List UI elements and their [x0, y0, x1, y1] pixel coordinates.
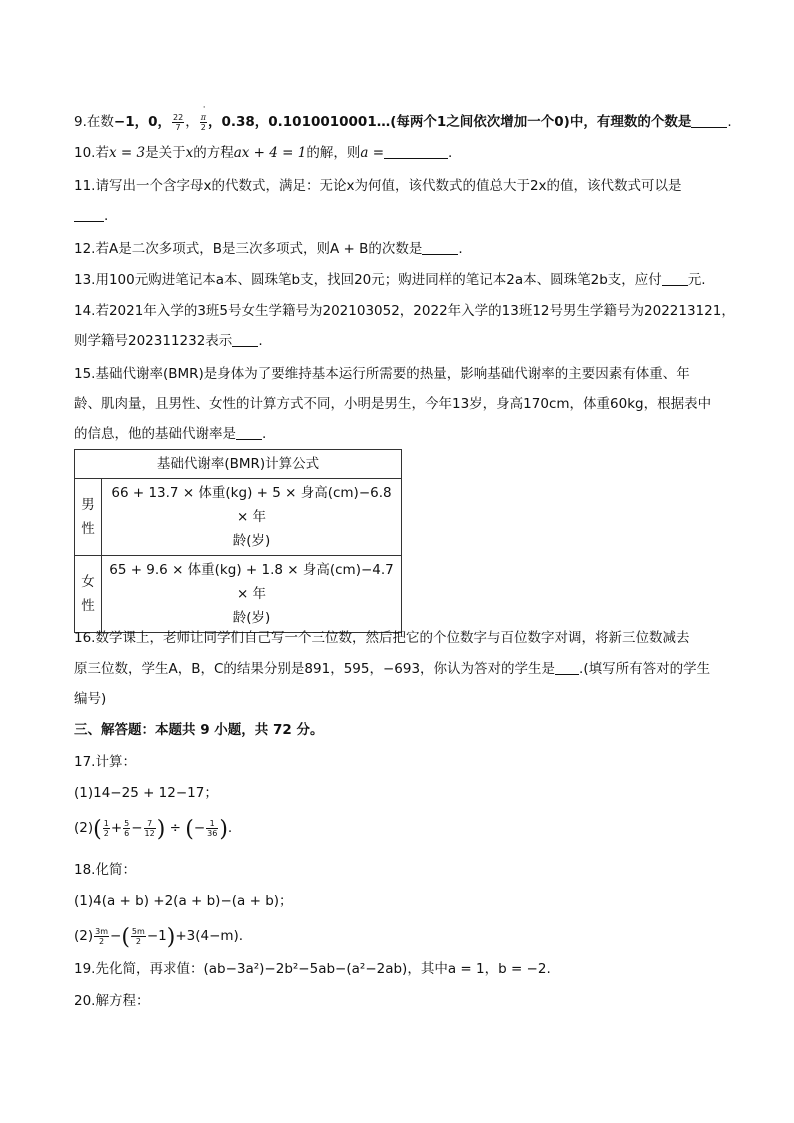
- table-header: 基础代谢率(BMR)计算公式: [75, 450, 402, 479]
- question-15-line2: 龄、肌肉量，且男性、女性的计算方式不同，小明是男生，今年13岁，身高170cm，体重60kg，根据表中: [74, 396, 712, 412]
- male-formula: 66 + 13.7 × 体重(kg) + 5 × 身高(cm)−6.8 × 年 龄(岁): [102, 479, 402, 556]
- question-16: 16.数学课上，老师让同学们自己写一个三位数，然后把它的个位数字与百位数字对调，将新三位数减去: [74, 630, 690, 646]
- q15-answer-blank[interactable]: [236, 425, 262, 440]
- question-18: 18.化简：: [74, 862, 136, 878]
- question-17-part1: (1)14−25 + 12−17；: [74, 785, 218, 801]
- female-formula: 65 + 9.6 × 体重(kg) + 1.8 × 身高(cm)−4.7 × 年 龄(岁): [102, 556, 402, 633]
- q11-text: 11.请写出一个含字母x的代数式，满足：无论x为何值，该代数式的值总大于2x的值，该代数式可以是: [74, 178, 682, 194]
- question-18-part2: (2) $\frac{3m}{2}$ −( $\frac{5m}{2}$ −1)+3(4−m).: [74, 925, 244, 950]
- q9-answer-blank[interactable]: [691, 113, 727, 128]
- fraction-22-7: $\frac{22}{7}$: [173, 112, 184, 132]
- q16-answer-blank[interactable]: [555, 660, 579, 675]
- q9-rest: ，0.38，0.1010010001…(每两个1之间依次增加一个0)中，有理数的个数是: [207, 114, 692, 130]
- q14-answer-blank[interactable]: [232, 332, 258, 347]
- female-label: 女性: [75, 556, 102, 633]
- question-11-cont: .: [74, 206, 108, 226]
- question-11: [74, 176, 682, 196]
- q13-answer-blank[interactable]: [662, 271, 688, 286]
- q9-prefix: 9.在数: [74, 114, 114, 130]
- question-13: 13.用100元购进笔记本a本、圆珠笔b支，找回20元；购进同样的笔记本2a本、圆珠笔2b支，应付 元.: [74, 272, 706, 288]
- question-12: 12.若A是二次多项式，B是三次多项式，则A + B的次数是 .: [74, 241, 463, 257]
- fraction-pi-2: · π 2: [200, 102, 206, 132]
- bmr-formula-table: [74, 449, 402, 633]
- question-9: 9.在数−1，0， $\frac{22}{7}$ ， · π 2 ，0.38，0.1010010001…(每两个1之间依次增加一个0)中，有理数的个数是 .: [74, 102, 732, 132]
- question-18-part1: (1)4(a + b) +2(a + b)−(a + b)；: [74, 893, 293, 909]
- question-15-line3: 的信息，他的基础代谢率是 .: [74, 426, 267, 442]
- section-3-heading: 三、解答题：本题共 9 小题，共 72 分。: [74, 722, 324, 738]
- q9-numbers: −1，0，: [113, 114, 171, 130]
- question-10: 10.若x = 3是关于x的方程ax + 4 = 1的解，则a = .: [74, 145, 453, 161]
- question-16-line3: 编号): [74, 691, 107, 707]
- question-15: 15.基础代谢率(BMR)是身体为了要维持基本运行所需要的热量，影响基础代谢率的主要因素有体重、年: [74, 366, 690, 382]
- question-14: 14.若2021年入学的3班5号女生学籍号为202103052，2022年入学的13班12号男生学籍号为202213121，: [74, 303, 735, 319]
- q12-answer-blank[interactable]: [422, 240, 458, 255]
- male-label: 男性: [75, 479, 102, 556]
- q11-answer-blank[interactable]: [74, 207, 104, 222]
- question-14-cont: 则学籍号202311232表示 .: [74, 333, 263, 349]
- q10-answer-blank[interactable]: [384, 144, 448, 159]
- question-16-line2: 原三位数，学生A，B，C的结果分别是891，595，−693，你认为答对的学生是 .(填写所有答对的学生: [74, 661, 711, 677]
- question-19: 19.先化简，再求值：(ab−3a²)−2b²−5ab−(a²−2ab)，其中a = 1，b = −2.: [74, 961, 551, 977]
- question-17-part2: (2)( $\frac{1}{2}$ + $\frac{5}{6}$ − $\frac{7}{12}$ ) ÷ (− $\frac{1}{36}$ ).: [74, 817, 233, 842]
- question-17: 17.计算：: [74, 754, 136, 770]
- question-20: 20.解方程：: [74, 993, 150, 1009]
